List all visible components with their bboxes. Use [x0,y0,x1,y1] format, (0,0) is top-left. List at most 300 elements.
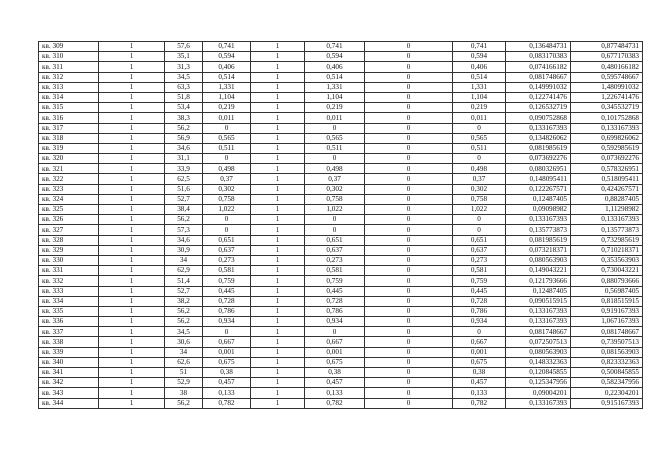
table-cell: 0,081985619 [506,235,571,245]
table-cell: 1,104 [203,92,251,102]
table-row [39,42,643,52]
table-cell: 1 [251,306,305,316]
table-cell: 30,6 [165,337,203,347]
table-cell: 1 [251,133,305,143]
table-cell: 0,219 [203,103,251,113]
table-cell: 38,3 [165,113,203,123]
table-cell: 0,133167393 [506,398,571,408]
table-cell: 0,126532719 [506,103,571,113]
table-cell: 1 [99,368,165,378]
table-cell: 1 [251,194,305,204]
table-cell: кв. 343 [39,388,99,398]
table-cell: 1,226741476 [571,92,643,102]
table-cell: 0 [365,174,453,184]
table-row [39,174,643,184]
table-cell: 56,2 [165,123,203,133]
table-cell: кв. 342 [39,378,99,388]
table-cell: 1 [251,62,305,72]
table-cell: 0,133167393 [571,123,643,133]
table-cell: кв. 327 [39,225,99,235]
table-cell: 0 [365,52,453,62]
table-row [39,52,643,62]
table-cell: 1 [99,266,165,276]
table-cell: 0 [365,184,453,194]
table-body [39,42,643,409]
table-cell: 0,582347956 [571,378,643,388]
table-cell: 0,134826062 [506,133,571,143]
table-cell: 0,498 [203,164,251,174]
table-cell: 0,741 [305,42,365,52]
table-cell: 1 [99,194,165,204]
table-cell: 1,022 [203,205,251,215]
table-cell: 0,498 [305,164,365,174]
table-cell: 0,090752868 [506,113,571,123]
table-cell: кв. 326 [39,215,99,225]
table-cell: 0,823332363 [571,357,643,367]
table-cell: 1 [99,174,165,184]
table-cell: 0 [365,378,453,388]
table-cell: 0,592985619 [571,143,643,153]
table-cell: кв. 309 [39,42,99,52]
table-cell: 0 [365,245,453,255]
table-row [39,154,643,164]
table-cell: кв. 313 [39,82,99,92]
table-cell: 0,514 [453,72,506,82]
table-cell: 0 [365,72,453,82]
table-cell: 1 [99,337,165,347]
table-row [39,82,643,92]
table-cell: 1 [251,113,305,123]
table-cell: кв. 340 [39,357,99,367]
table-cell: 1 [99,143,165,153]
table-row [39,286,643,296]
table-row [39,266,643,276]
table-cell: 1 [251,174,305,184]
table-cell: 1 [251,72,305,82]
table-cell: 0,637 [203,245,251,255]
table-cell: 30,9 [165,245,203,255]
table-cell: 0 [305,154,365,164]
table-cell: кв. 335 [39,306,99,316]
table-cell: 0,09004201 [506,388,571,398]
table-cell: 0 [365,306,453,316]
table-cell: 1 [251,398,305,408]
table-cell: 0,934 [453,317,506,327]
table-cell: кв. 320 [39,154,99,164]
table-cell: 0 [365,133,453,143]
table-cell: 51,6 [165,184,203,194]
table-cell: 1 [251,82,305,92]
table-cell: 0,581 [305,266,365,276]
table-row [39,113,643,123]
table-cell: 1 [99,113,165,123]
table-cell: 0,080563903 [506,255,571,265]
table-cell: 0,565 [453,133,506,143]
table-cell: 0,667 [305,337,365,347]
table-cell: 0,424267571 [571,184,643,194]
table-cell: 0,818515915 [571,296,643,306]
table-cell: 38,4 [165,205,203,215]
table-row [39,133,643,143]
table-cell: 0,136484731 [506,42,571,52]
table-cell: 0,581 [453,266,506,276]
table-cell: 0,758 [203,194,251,204]
table-cell: 1 [99,317,165,327]
table-cell: 0,786 [453,306,506,316]
table-cell: 1 [251,296,305,306]
table-cell: 0,37 [453,174,506,184]
table-cell: 0,072507513 [506,337,571,347]
table-cell: 0,081563903 [571,347,643,357]
table-cell: 0,22304201 [571,388,643,398]
table-cell: 0 [453,327,506,337]
table-cell: 0,074166182 [506,62,571,72]
table-cell: 0,457 [203,378,251,388]
table-cell: 1 [99,184,165,194]
table-cell: 0,001 [203,347,251,357]
table-cell: 0,121793666 [506,276,571,286]
table-cell: 0,302 [203,184,251,194]
table-cell: 56,2 [165,215,203,225]
table-cell: 0,353563903 [571,255,643,265]
table-cell: 56,2 [165,398,203,408]
table-row [39,123,643,133]
table-cell: 0,728 [305,296,365,306]
table-cell: 0 [365,42,453,52]
table-cell: 0,667 [203,337,251,347]
table-cell: 52,9 [165,378,203,388]
table-cell: 1 [251,276,305,286]
table-cell: 34,5 [165,72,203,82]
table-cell: 0,080326951 [506,164,571,174]
table-cell: 0,500845855 [571,368,643,378]
table-cell: 0 [365,398,453,408]
table-cell: 0 [365,82,453,92]
table-cell: кв. 333 [39,286,99,296]
table-cell: 1 [99,164,165,174]
table-cell: 0 [305,327,365,337]
table-cell: 1 [251,235,305,245]
table-cell: 0,581 [203,266,251,276]
table-cell: 31,1 [165,154,203,164]
table-cell: 0,219 [453,103,506,113]
table-row [39,92,643,102]
table-cell: 0,637 [453,245,506,255]
table-cell: 1 [99,133,165,143]
table-cell: кв. 317 [39,123,99,133]
table-row [39,225,643,235]
table-cell: 0,302 [453,184,506,194]
table-cell: 0,273 [305,255,365,265]
table-cell: 1 [99,327,165,337]
table-cell: 1,022 [453,205,506,215]
table-cell: 1 [251,92,305,102]
table-cell: 0 [365,123,453,133]
table-cell: 0,514 [305,72,365,82]
table-cell: 0,710218371 [571,245,643,255]
table-cell: 1,331 [305,82,365,92]
table-cell: 1 [99,398,165,408]
table-cell: 1 [99,357,165,367]
table-cell: 0 [203,154,251,164]
table-cell: 0 [365,286,453,296]
table-cell: 1 [99,154,165,164]
table-cell: 34,6 [165,235,203,245]
table-row [39,205,643,215]
table-cell: 0,273 [203,255,251,265]
table-cell: 0 [365,113,453,123]
table-cell: 0 [453,225,506,235]
table-cell: 56,2 [165,317,203,327]
table-cell: 0,675 [305,357,365,367]
table-cell: 0,877484731 [571,42,643,52]
table-cell: 0,38 [305,368,365,378]
table-cell: 1 [251,317,305,327]
table-cell: 1,104 [453,92,506,102]
table-cell: 0,12487405 [506,194,571,204]
table-cell: кв. 315 [39,103,99,113]
table-cell: 1 [251,103,305,113]
table-cell: 0 [365,92,453,102]
table-cell: 1 [251,245,305,255]
table-cell: 1 [251,52,305,62]
table-cell: 0,302 [305,184,365,194]
table-cell: 0 [365,337,453,347]
table-cell: 0 [365,103,453,113]
table-cell: 1 [99,103,165,113]
table-cell: 0,09098982 [506,205,571,215]
table-cell: 0,011 [203,113,251,123]
table-cell: 0,37 [305,174,365,184]
table-cell: 0 [365,205,453,215]
table-cell: 0,445 [305,286,365,296]
table-cell: 0,081748667 [506,327,571,337]
table-row [39,306,643,316]
table-cell: 52,7 [165,194,203,204]
table-cell: 0,073692276 [571,154,643,164]
table-cell: 0,594 [203,52,251,62]
table-cell: кв. 329 [39,245,99,255]
table-cell: 0,934 [305,317,365,327]
table-cell: 1 [99,225,165,235]
calculation-sheet [38,41,643,409]
table-cell: 0,739507513 [571,337,643,347]
table-cell: 0,122741476 [506,92,571,102]
table-cell: 57,3 [165,225,203,235]
table-cell: 1 [99,347,165,357]
table-cell: 1 [251,42,305,52]
table-cell: 0 [305,225,365,235]
table-cell: 1 [251,347,305,357]
table-cell: 62,6 [165,357,203,367]
table-cell: 0,759 [305,276,365,286]
table-cell: 0,498 [453,164,506,174]
table-cell: 0,782 [203,398,251,408]
table-cell: 0,001 [453,347,506,357]
table-cell: 0 [203,215,251,225]
table-cell: 0 [365,194,453,204]
table-cell: кв. 331 [39,266,99,276]
table-row [39,184,643,194]
table-cell: 1 [251,205,305,215]
table-cell: 1 [99,215,165,225]
table-cell: 34,6 [165,143,203,153]
table-cell: 0,511 [305,143,365,153]
table-cell: 1 [251,368,305,378]
table-cell: 0 [365,317,453,327]
table-cell: 0,88287405 [571,194,643,204]
table-cell: 0,081985619 [506,143,571,153]
table-cell: 0,728 [203,296,251,306]
table-cell: 1 [99,286,165,296]
table-cell: 1,022 [305,205,365,215]
table-cell: 0,345532719 [571,103,643,113]
table-cell: кв. 310 [39,52,99,62]
table-cell: 0,12487405 [506,286,571,296]
table-cell: 0,728 [453,296,506,306]
table-cell: 1 [99,123,165,133]
apartment-table [38,41,643,409]
table-cell: кв. 330 [39,255,99,265]
table-cell: 0,133 [305,388,365,398]
table-cell: 0,149991032 [506,82,571,92]
table-cell: кв. 334 [39,296,99,306]
table-cell: 0,786 [305,306,365,316]
table-cell: 0 [203,225,251,235]
table-cell: 1 [251,357,305,367]
table-cell: 1 [99,92,165,102]
table-cell: 1 [251,266,305,276]
table-cell: 0,122267571 [506,184,571,194]
table-cell: 0,651 [453,235,506,245]
table-cell: 51,8 [165,92,203,102]
table-cell: 0,595748667 [571,72,643,82]
table-row [39,255,643,265]
table-cell: 0 [365,143,453,153]
table-row [39,378,643,388]
table-cell: 57,6 [165,42,203,52]
table-cell: 0,081748667 [571,327,643,337]
table-cell: 0,406 [305,62,365,72]
table-cell: 0,090515915 [506,296,571,306]
table-cell: кв. 344 [39,398,99,408]
table-cell: 0 [365,255,453,265]
table-cell: 0,759 [453,276,506,286]
table-row [39,62,643,72]
table-row [39,337,643,347]
table-row [39,317,643,327]
table-cell: 0,934 [203,317,251,327]
table-cell: 0,457 [453,378,506,388]
table-cell: кв. 332 [39,276,99,286]
table-cell: 0,406 [203,62,251,72]
table-cell: 1 [251,225,305,235]
table-cell: 0 [365,266,453,276]
table-cell: 0,786 [203,306,251,316]
table-cell: кв. 338 [39,337,99,347]
table-cell: 1,067167393 [571,317,643,327]
table-cell: 1 [99,235,165,245]
table-row [39,235,643,245]
table-cell: 0,651 [203,235,251,245]
table-cell: кв. 339 [39,347,99,357]
table-cell: 0 [365,215,453,225]
table-cell: 0 [365,296,453,306]
table-cell: 1 [99,296,165,306]
table-cell: 0 [365,327,453,337]
table-cell: 38 [165,388,203,398]
table-cell: 1 [99,255,165,265]
table-cell: 0,135773873 [506,225,571,235]
table-cell: 1,480991032 [571,82,643,92]
table-cell: кв. 322 [39,174,99,184]
table-cell: 1 [251,164,305,174]
table-cell: 0,101752868 [571,113,643,123]
table-cell: 0,083170383 [506,52,571,62]
table-cell: 0,148095411 [506,174,571,184]
table-cell: 0,594 [305,52,365,62]
table-cell: 56,9 [165,133,203,143]
table-cell: 0,578326951 [571,164,643,174]
table-row [39,276,643,286]
table-cell: 0,651 [305,235,365,245]
table-cell: кв. 321 [39,164,99,174]
table-cell: 0,880793666 [571,276,643,286]
table-row [39,143,643,153]
table-cell: 1 [251,327,305,337]
table-cell: 0,732985619 [571,235,643,245]
table-cell: 0 [365,164,453,174]
table-cell: 0,133167393 [571,215,643,225]
table-cell: 0,149043221 [506,266,571,276]
table-cell: кв. 324 [39,194,99,204]
table-cell: 1 [99,245,165,255]
table-cell: 1 [251,378,305,388]
table-cell: 0 [365,276,453,286]
table-cell: 0,637 [305,245,365,255]
table-row [39,215,643,225]
table-cell: 0,133167393 [506,123,571,133]
table-cell: 0,011 [453,113,506,123]
table-cell: 51 [165,368,203,378]
table-row [39,347,643,357]
table-row [39,388,643,398]
table-cell: 1 [251,286,305,296]
table-cell: 0,457 [305,378,365,388]
table-cell: 0,120845855 [506,368,571,378]
table-cell: 0,080563903 [506,347,571,357]
table-cell: 0,406 [453,62,506,72]
table-cell: 0,219 [305,103,365,113]
table-cell: 0,133167393 [506,317,571,327]
table-cell: 31,3 [165,62,203,72]
table-cell: 0,565 [305,133,365,143]
table-cell: 0 [203,327,251,337]
table-cell: 1,331 [453,82,506,92]
table-cell: 1 [251,123,305,133]
table-cell: 1 [99,42,165,52]
table-cell: 0,445 [453,286,506,296]
table-cell: 34 [165,255,203,265]
table-cell: кв. 337 [39,327,99,337]
table-cell: кв. 323 [39,184,99,194]
table-cell: 1 [99,82,165,92]
table-cell: кв. 341 [39,368,99,378]
table-cell: 0,001 [305,347,365,357]
table-cell: 0 [305,123,365,133]
table-row [39,368,643,378]
table-cell: 1 [99,276,165,286]
